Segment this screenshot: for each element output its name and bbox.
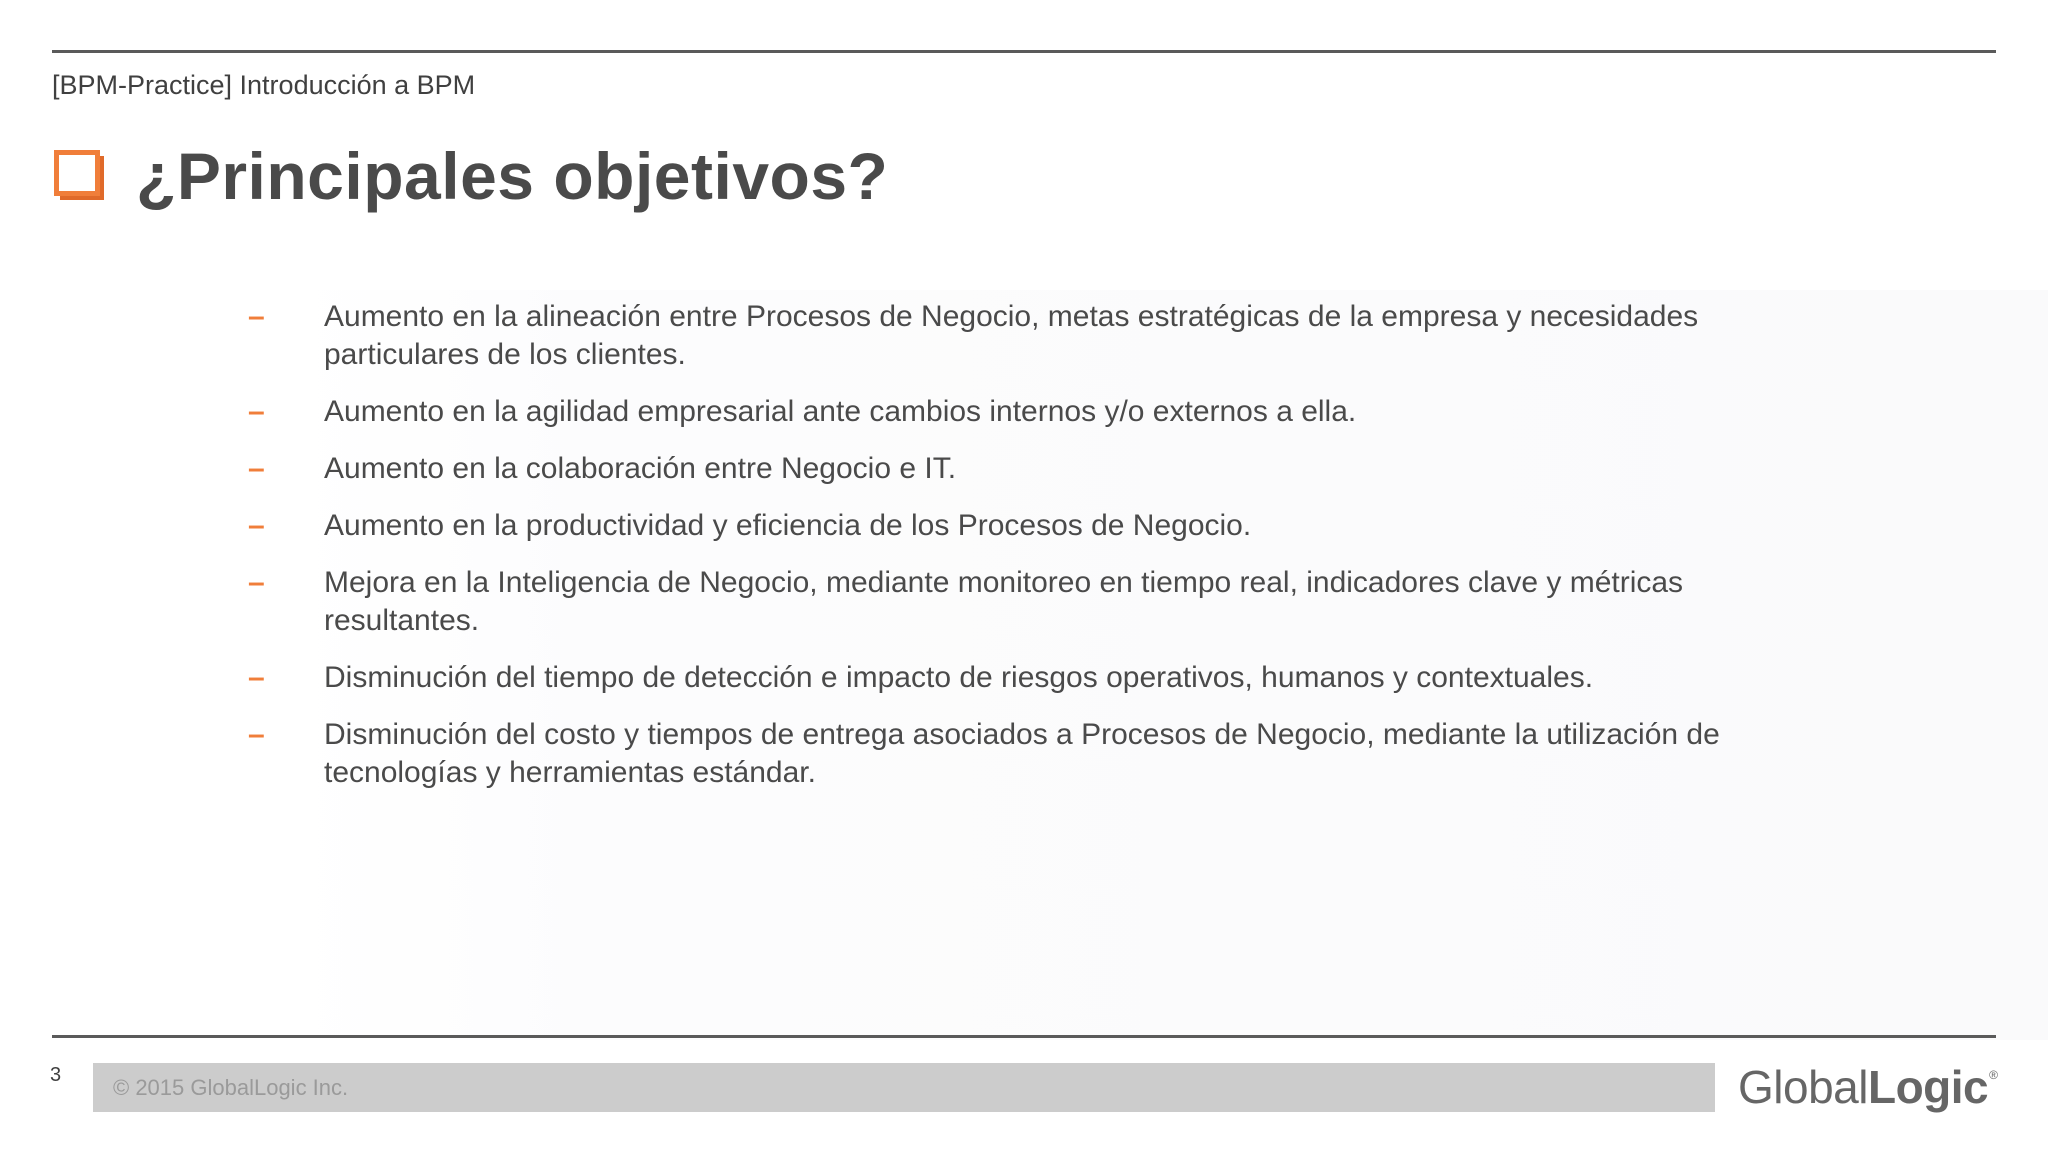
footer-bar — [93, 1063, 1715, 1112]
registered-mark: ® — [1989, 1068, 1998, 1082]
breadcrumb: [BPM-Practice] Introducción a BPM — [52, 70, 476, 100]
list-item — [248, 716, 1808, 792]
list-item — [248, 507, 1808, 545]
list-item — [248, 450, 1808, 488]
list-item-text: Aumento en la colaboración entre Negocio e IT. — [324, 452, 957, 485]
dash-bullet-icon: – — [248, 718, 265, 751]
dash-bullet-icon: – — [248, 509, 265, 542]
dash-bullet-icon: – — [248, 395, 265, 428]
list-item — [248, 659, 1808, 697]
list-item-text: Mejora en la Inteligencia de Negocio, mediante monitoreo en tiempo real, indicadores clave y métricas resultantes. — [324, 566, 1684, 637]
logo-text-light: Global — [1738, 1061, 1868, 1113]
page-number: 3 — [50, 1064, 62, 1086]
list-item-text: Aumento en la agilidad empresarial ante cambios internos y/o externos a ella. — [324, 395, 1357, 428]
dash-bullet-icon: – — [248, 566, 265, 599]
logo-text-bold: Logic — [1867, 1061, 1989, 1113]
list-item-text: Disminución del costo y tiempos de entrega asociados a Procesos de Negocio, mediante la utilización de tecnologías y herramientas estándar. — [324, 718, 1720, 789]
list-item — [248, 564, 1808, 640]
copyright-text: © 2015 GlobalLogic Inc. — [113, 1074, 349, 1100]
dash-bullet-icon: – — [248, 452, 265, 485]
list-item-text: Disminución del tiempo de detección e impacto de riesgos operativos, humanos y contextuales. — [324, 661, 1594, 694]
list-item — [248, 393, 1808, 431]
bottom-divider — [52, 1035, 1996, 1038]
list-item — [248, 298, 1808, 374]
dash-bullet-icon: – — [248, 661, 265, 694]
list-item-text: Aumento en la productividad y eficiencia de los Procesos de Negocio. — [324, 509, 1252, 542]
list-item-text: Aumento en la alineación entre Procesos de Negocio, metas estratégicas de la empresa y necesidades particulares de los clientes. — [324, 300, 1699, 371]
page-title: ¿Principales objetivos? — [136, 139, 889, 213]
dash-bullet-icon: – — [248, 300, 265, 333]
objectives-list — [248, 298, 1808, 811]
top-divider — [52, 50, 1996, 53]
globallogic-logo — [1738, 1060, 1998, 1120]
title-row — [54, 136, 888, 216]
checkbox-square-icon — [54, 150, 106, 202]
